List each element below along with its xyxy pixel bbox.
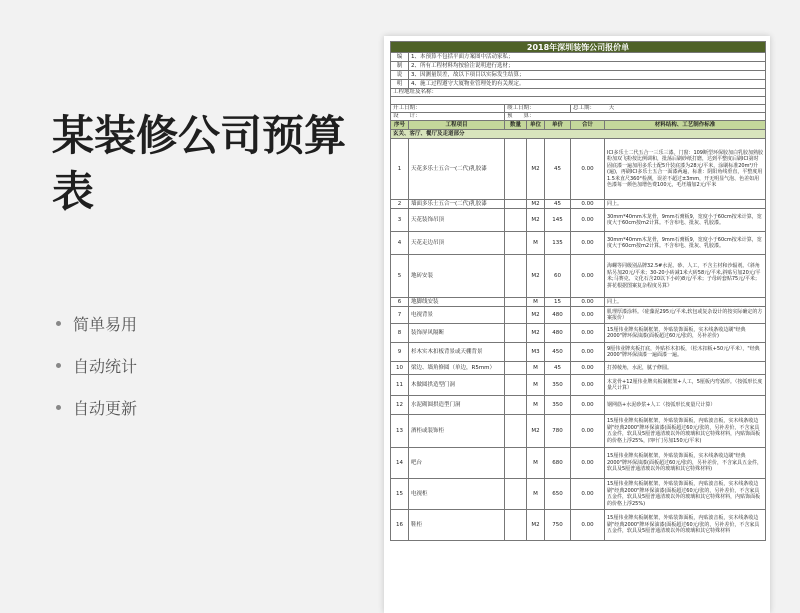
section-title: 玄关、客厅、餐厅及走道部分	[391, 130, 766, 139]
row-total: 0.00	[571, 324, 605, 343]
table-row	[391, 362, 766, 375]
page-title: 某装修公司预算表	[52, 111, 347, 216]
row-desc: 15厘伟业牌夹板制框架，外贴装饰面板，实木线条收边刷"经典2000"牌环保油漆(面板超过60元/张的，另补差价)	[605, 324, 766, 343]
row-unit: M3	[527, 343, 545, 362]
row-total: 0.00	[571, 232, 605, 255]
table-row	[391, 479, 766, 510]
row-price: 680	[545, 448, 571, 479]
row-item: 天花装饰吊顶	[409, 209, 505, 232]
table-row	[391, 209, 766, 232]
row-qty	[505, 415, 527, 448]
row-desc: 打掉棱角，水泥，腻子修圆。	[605, 362, 766, 375]
col-header: 单价	[545, 121, 571, 130]
row-number: 9	[391, 343, 409, 362]
row-number: 5	[391, 255, 409, 298]
table-row	[391, 324, 766, 343]
row-price: 145	[545, 209, 571, 232]
row-number: 15	[391, 479, 409, 510]
table-row	[391, 415, 766, 448]
feature-item	[52, 312, 137, 334]
row-total: 0.00	[571, 255, 605, 298]
row-item: 木做圆拱造型门洞	[409, 375, 505, 396]
row-desc: 钢网筋+水泥砂浆+人工（按弧形长度量尺计算）	[605, 396, 766, 415]
row-unit: M2	[527, 324, 545, 343]
row-qty	[505, 510, 527, 541]
row-desc: 同上。	[605, 200, 766, 209]
row-desc: 15厘伟业牌夹板制框架，外贴装饰面板，内贴波音板，实木线条收边刷"经典2000"牌环保油漆(面板超过60元/张的，另补差价，不含家具五金件，软具及5厘普通清玻以外的玻璃和其它特殊材料，内贴饰面板的价格上浮25%，四叶门另加150元/平米)	[605, 415, 766, 448]
row-unit: M	[527, 479, 545, 510]
col-header: 工程项目	[409, 121, 505, 130]
table-row	[391, 139, 766, 200]
row-unit: M	[527, 362, 545, 375]
row-number: 16	[391, 510, 409, 541]
row-price: 780	[545, 415, 571, 448]
row-qty	[505, 396, 527, 415]
row-item: 电视背景	[409, 307, 505, 324]
row-desc: 海螺等同级别品牌32.5#水泥、砂、人工，不含主材和沙辐剂。《斜角贴另加20元/平米；30-20小砖减1米大砖58元/平米,斜贴另加20元/平米;马赛克、文化石含20以下小砖)8元/平米；子母砖套贴75元/平米；拼花根据图案复杂程度另算》	[605, 255, 766, 298]
row-price: 45	[545, 200, 571, 209]
row-number: 3	[391, 209, 409, 232]
col-header: 序号	[391, 121, 409, 130]
table-row	[391, 510, 766, 541]
row-price: 450	[545, 343, 571, 362]
row-number: 6	[391, 298, 409, 307]
spreadsheet-preview	[384, 36, 770, 613]
row-price: 135	[545, 232, 571, 255]
bullet-icon	[56, 363, 61, 368]
row-qty	[505, 209, 527, 232]
total-days: 总工期： 天	[571, 105, 766, 113]
table-header	[391, 121, 766, 130]
table-row	[391, 307, 766, 324]
row-desc: 15厘伟业牌夹板制框架，外贴装饰面板，实木线条收边刷"经典2000"牌环保油漆(面板超过60元/张的，另补差价，不含家具五金件，软具及5厘普通清玻以外的玻璃和其它特殊材料)	[605, 448, 766, 479]
table-row	[391, 343, 766, 362]
row-item: 墙面多乐士五合一(二代)乳胶漆	[409, 200, 505, 209]
row-price: 15	[545, 298, 571, 307]
row-qty	[505, 298, 527, 307]
row-unit: M	[527, 448, 545, 479]
row-qty	[505, 307, 527, 324]
table-row	[391, 298, 766, 307]
row-unit: M2	[527, 139, 545, 200]
row-item: 梁边、墙角修圆（单边，R5mm）	[409, 362, 505, 375]
table-row	[391, 375, 766, 396]
row-number: 10	[391, 362, 409, 375]
row-desc: 30mm*40mm木龙骨，9mm石膏板9，宽度小于60cm按米计算，宽度大于60cm按m2计算。不含布电、批灰、乳胶漆。	[605, 209, 766, 232]
row-total: 0.00	[571, 375, 605, 396]
row-qty	[505, 362, 527, 375]
row-item: 水泥砌圆拱造型门洞	[409, 396, 505, 415]
feature-item	[52, 396, 137, 418]
feature-list	[52, 312, 137, 438]
row-item: 地脚线安装	[409, 298, 505, 307]
col-header: 合计	[571, 121, 605, 130]
row-number: 11	[391, 375, 409, 396]
row-unit: M2	[527, 307, 545, 324]
row-item: 杉木实木扣板背景或天棚背景	[409, 343, 505, 362]
row-number: 7	[391, 307, 409, 324]
feature-label: 自动统计	[73, 356, 138, 376]
row-desc: 15厘伟业牌夹板制框架，外贴装饰面板，内贴波音板，实木线条收边刷"经典2000"牌环保油漆(面板超过60元/张的，另补差价，不含家具五金件，软具及5厘普通清玻以外的玻璃和其它特殊材料	[605, 510, 766, 541]
row-desc: 木龙骨+12厘伟业牌夹板制框架+人工，5厘板内弯弧形。（按弧形长度量尺计算）	[605, 375, 766, 396]
row-item: 酒柜或装饰柜	[409, 415, 505, 448]
sheet-title: 2018年深圳装饰公司报价单	[391, 42, 766, 53]
row-unit: M	[527, 375, 545, 396]
table-row	[391, 255, 766, 298]
row-item: 地砖安装	[409, 255, 505, 298]
bullet-icon	[56, 405, 61, 410]
row-total: 0.00	[571, 362, 605, 375]
blank-row	[391, 97, 766, 105]
row-number: 14	[391, 448, 409, 479]
row-qty	[505, 448, 527, 479]
row-number: 2	[391, 200, 409, 209]
row-number: 4	[391, 232, 409, 255]
row-total: 0.00	[571, 307, 605, 324]
table-row	[391, 200, 766, 209]
row-unit: M	[527, 232, 545, 255]
row-qty	[505, 232, 527, 255]
row-desc: 同上。	[605, 298, 766, 307]
row-unit: M2	[527, 415, 545, 448]
table-row	[391, 396, 766, 415]
row-total: 0.00	[571, 200, 605, 209]
row-unit: M2	[527, 209, 545, 232]
address-cell: 工程地址及名称：	[391, 89, 766, 97]
row-price: 750	[545, 510, 571, 541]
row-unit: M2	[527, 200, 545, 209]
row-total: 0.00	[571, 298, 605, 307]
table-row	[391, 232, 766, 255]
row-qty	[505, 139, 527, 200]
row-price: 60	[545, 255, 571, 298]
feature-label: 自动更新	[73, 398, 138, 418]
row-total: 0.00	[571, 343, 605, 362]
row-total: 0.00	[571, 396, 605, 415]
col-header: 单位	[527, 121, 545, 130]
row-total: 0.00	[571, 448, 605, 479]
feature-label: 简单易用	[73, 314, 138, 334]
row-price: 350	[545, 375, 571, 396]
row-unit: M2	[527, 255, 545, 298]
row-total: 0.00	[571, 415, 605, 448]
row-qty	[505, 200, 527, 209]
row-price: 45	[545, 362, 571, 375]
table-row	[391, 448, 766, 479]
row-item: 吧台	[409, 448, 505, 479]
row-total: 0.00	[571, 510, 605, 541]
row-price: 480	[545, 307, 571, 324]
note-text: 1、本预算不包括平面方案图中活动家私；	[409, 53, 766, 62]
quote-table	[390, 41, 766, 541]
end-date: 竣工日期：	[505, 105, 571, 113]
row-unit: M2	[527, 510, 545, 541]
notes-label: 编	[391, 53, 409, 62]
row-item: 天花多乐士五合一(二代)乳胶漆	[409, 139, 505, 200]
row-price: 350	[545, 396, 571, 415]
bullet-icon	[56, 321, 61, 326]
row-number: 8	[391, 324, 409, 343]
row-qty	[505, 324, 527, 343]
row-price: 650	[545, 479, 571, 510]
row-unit: M	[527, 396, 545, 415]
row-number: 1	[391, 139, 409, 200]
note-text: 4、施工过程遵守大厦物业管理处的有关规定。	[409, 80, 766, 89]
row-desc: 15厘伟业牌夹板制框架，外贴装饰面板，内贴波音板，实木线条收边刷"经典2000"牌环保油漆(面板超过60元/张的，另补差价，不含家具五金件，软具及5厘普通清玻以外的玻璃和其它特殊材料，内贴饰面板的价格上浮25%)	[605, 479, 766, 510]
col-header: 材料结构、工艺制作标准	[605, 121, 766, 130]
row-unit: M	[527, 298, 545, 307]
row-price: 45	[545, 139, 571, 200]
row-total: 0.00	[571, 209, 605, 232]
row-desc: 9厘伟业牌夹板打底，外贴杉木扣板，（松木扣板+50元/平米），"经典2000"牌环保油漆一遍面漆一遍。	[605, 343, 766, 362]
row-total: 0.00	[571, 139, 605, 200]
row-desc: ICI多乐士二代五合一三乐三漆。门窗：109断型环保胶加白乳胶加熟胶粉加双飞粉按比例调和，批荡后刷砂纸打磨，达到平整度后刷ICI第时固底漆一遍加用多乐士配5升装底漆为28元/平米，涂刷标准20m²/升(遍)，再刷ICI多乐士五合一面漆两遍，标准：阴阳角线垂直，平整度用1.5米直尺360°检测，误差不超过±3mm，开无明显气泡、色差如用色漆每一颜色加增色费100元，毛坯墙加2元/平米	[605, 139, 766, 200]
row-total: 0.00	[571, 479, 605, 510]
notes-label: 说	[391, 71, 409, 80]
row-qty	[505, 343, 527, 362]
row-item: 装饰屏风隔断	[409, 324, 505, 343]
note-text: 2、所有工程材料均按验注说明进行选材；	[409, 62, 766, 71]
row-number: 12	[391, 396, 409, 415]
budget: 预 算：	[505, 113, 766, 121]
notes-label: 明	[391, 80, 409, 89]
start-date: 开工日期：	[391, 105, 505, 113]
row-qty	[505, 255, 527, 298]
notes-label: 制	[391, 62, 409, 71]
feature-item	[52, 354, 137, 376]
row-desc: 肌理厚漆涂料。（硅藻泥295元/平米,软包或复杂设计的按实际确定的方案报价）	[605, 307, 766, 324]
row-qty	[505, 375, 527, 396]
row-number: 13	[391, 415, 409, 448]
designer: 设 计：	[391, 113, 505, 121]
col-header: 数量	[505, 121, 527, 130]
row-item: 电视柜	[409, 479, 505, 510]
row-price: 480	[545, 324, 571, 343]
row-item: 天花走边吊顶	[409, 232, 505, 255]
row-qty	[505, 479, 527, 510]
row-item: 鞋柜	[409, 510, 505, 541]
note-text: 3、因测量误差，故以下项目以实际发生结算；	[409, 71, 766, 80]
row-desc: 30mm*40mm木龙骨，9mm石膏板9，宽度小于60cm按米计算，宽度大于60cm按m2计算。不含布电、批灰、乳胶漆。	[605, 232, 766, 255]
